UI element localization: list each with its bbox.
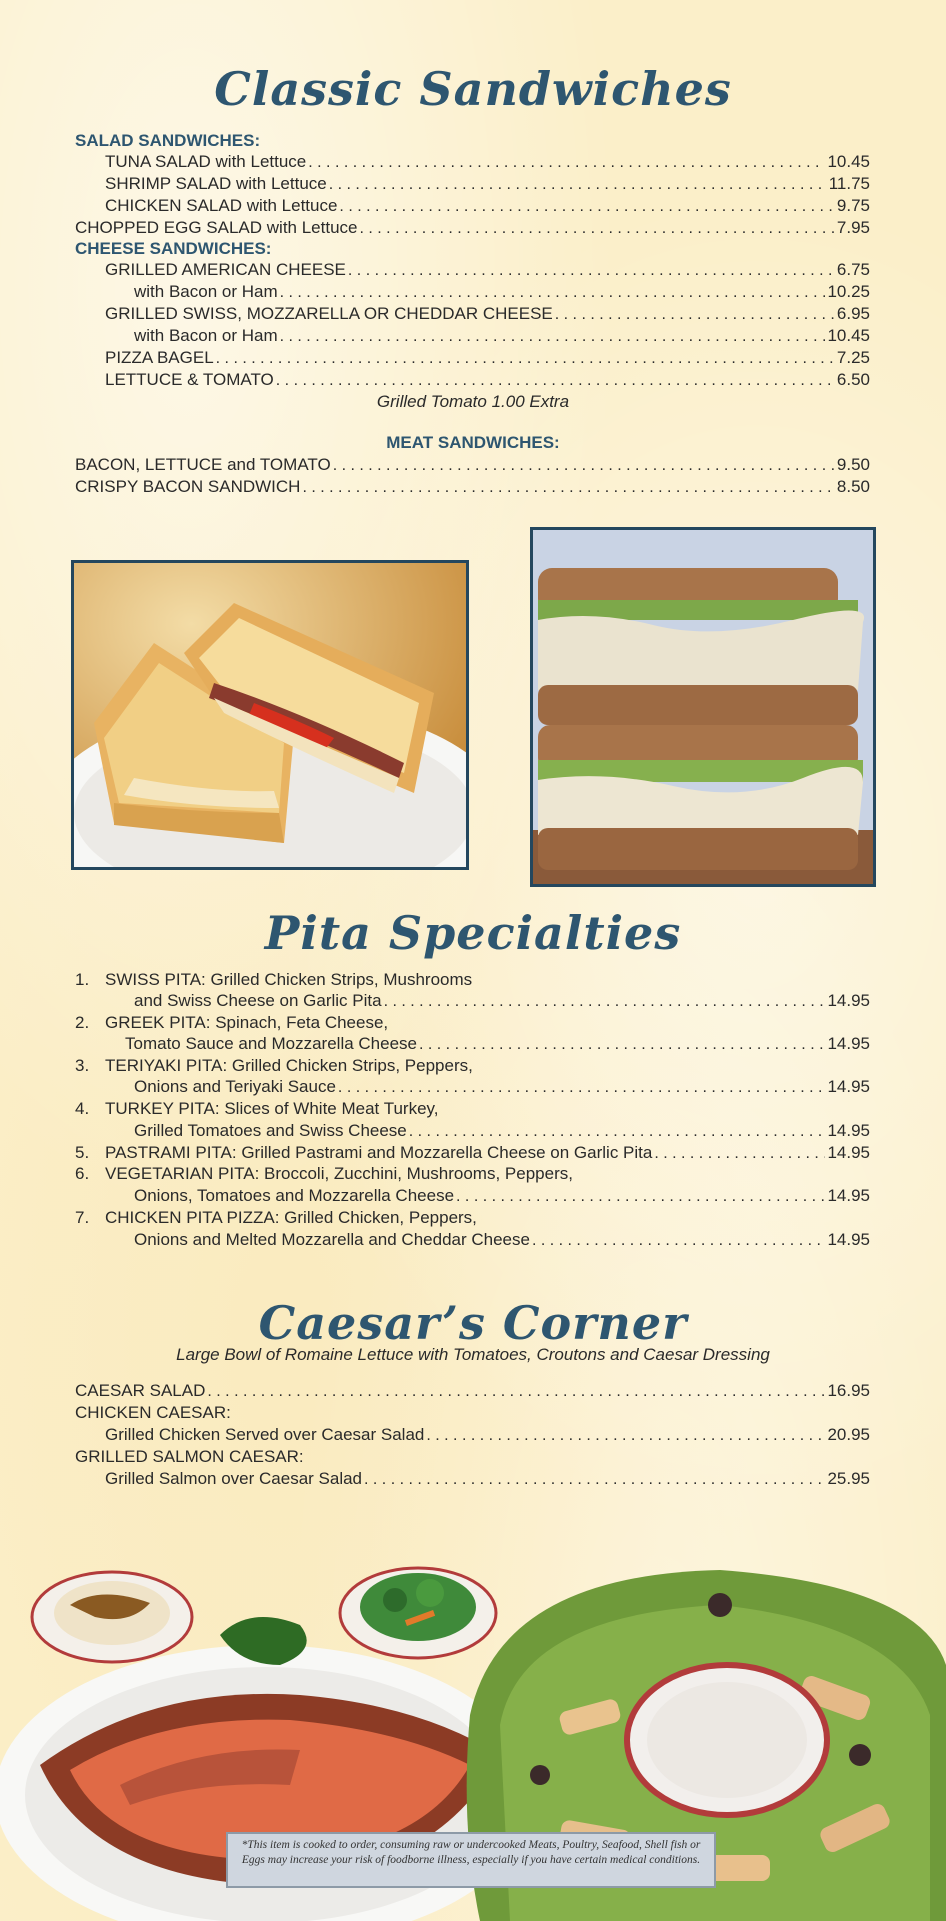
pita-specialties-title: Pita Specialties xyxy=(264,906,682,960)
menu-item: SHRIMP SALAD with Lettuce . . . 11.75 xyxy=(105,173,870,195)
menu-item: TUNA SALAD with Lettuce . . . 10.45 xyxy=(105,151,870,173)
pita-item-5: 5. PASTRAMI PITA: Grilled Pastrami and Mozzarella Cheese on Garlic Pita . . . 14.95 xyxy=(75,1142,870,1164)
menu-item: with Bacon or Ham . . . 10.45 xyxy=(134,325,870,347)
grilled-tomato-note: Grilled Tomato 1.00 Extra xyxy=(376,392,570,411)
menu-item: PIZZA BAGEL . . . 7.25 xyxy=(105,347,870,369)
meat-sandwiches-heading: MEAT SANDWICHES: xyxy=(386,433,560,452)
menu-item: GRILLED SWISS, MOZZARELLA OR CHEDDAR CHEESE . . . 6.95 xyxy=(105,303,870,325)
pita-item-1: 1. SWISS PITA: Grilled Chicken Strips, Mushrooms xyxy=(75,970,473,989)
grilled-sandwich-image xyxy=(74,563,466,867)
food-safety-disclaimer: *This item is cooked to order, consuming raw or undercooked Meats, Poultry, Seafood, Shell fish or Eggs may increase your risk of foodborne illness, especially if you have certain medical conditions. xyxy=(226,1832,716,1888)
menu-item: Onions and Melted Mozzarella and Cheddar Cheese . . . 14.95 xyxy=(134,1229,870,1251)
classic-sandwiches-title: Classic Sandwiches xyxy=(214,62,732,116)
menu-item: LETTUCE & TOMATO . . . 6.50 xyxy=(105,369,870,391)
tuna-sandwich-image xyxy=(533,530,873,884)
menu-item: Tomato Sauce and Mozzarella Cheese . . . 14.95 xyxy=(125,1033,870,1055)
menu-item: Grilled Chicken Served over Caesar Salad . . . 20.95 xyxy=(105,1424,870,1446)
pita-item-2: 2. GREEK PITA: Spinach, Feta Cheese, xyxy=(75,1013,389,1032)
menu-item: and Swiss Cheese on Garlic Pita . . . 14.95 xyxy=(134,990,870,1012)
pita-item-4: 4. TURKEY PITA: Slices of White Meat Turkey, xyxy=(75,1099,439,1118)
cheese-sandwiches-heading: CHEESE SANDWICHES: xyxy=(75,239,272,258)
salmon-caesar-heading: GRILLED SALMON CAESAR: xyxy=(75,1447,304,1466)
menu-item: CRISPY BACON SANDWICH . . . 8.50 xyxy=(75,476,870,498)
caesars-corner-title: Caesar’s Corner xyxy=(258,1296,688,1350)
menu-item: Grilled Tomatoes and Swiss Cheese . . . 14.95 xyxy=(134,1120,870,1142)
menu-item: CHOPPED EGG SALAD with Lettuce . . . 7.95 xyxy=(75,217,870,239)
menu-item: Grilled Salmon over Caesar Salad . . . 25.95 xyxy=(105,1468,870,1490)
chicken-caesar-heading: CHICKEN CAESAR: xyxy=(75,1403,231,1422)
menu-item: CAESAR SALAD . . . 16.95 xyxy=(75,1380,870,1402)
caesar-subtitle: Large Bowl of Romaine Lettuce with Tomatoes, Croutons and Caesar Dressing xyxy=(176,1345,770,1364)
pita-item-7: 7. CHICKEN PITA PIZZA: Grilled Chicken, Peppers, xyxy=(75,1208,477,1227)
pita-item-6: 6. VEGETARIAN PITA: Broccoli, Zucchini, Mushrooms, Peppers, xyxy=(75,1164,573,1183)
menu-item: CHICKEN SALAD with Lettuce . . . 9.75 xyxy=(105,195,870,217)
salad-sandwiches-heading: SALAD SANDWICHES: xyxy=(75,131,261,150)
grilled-sandwich-photo xyxy=(71,560,469,870)
tuna-sandwich-photo xyxy=(530,527,876,887)
menu-item: with Bacon or Ham . . . 10.25 xyxy=(134,281,870,303)
menu-item: Onions, Tomatoes and Mozzarella Cheese . . . 14.95 xyxy=(134,1185,870,1207)
menu-item: GRILLED AMERICAN CHEESE . . . 6.75 xyxy=(105,259,870,281)
menu-item: BACON, LETTUCE and TOMATO . . . 9.50 xyxy=(75,454,870,476)
pita-item-3: 3. TERIYAKI PITA: Grilled Chicken Strips, Peppers, xyxy=(75,1056,473,1075)
menu-item: Onions and Teriyaki Sauce . . . 14.95 xyxy=(134,1076,870,1098)
